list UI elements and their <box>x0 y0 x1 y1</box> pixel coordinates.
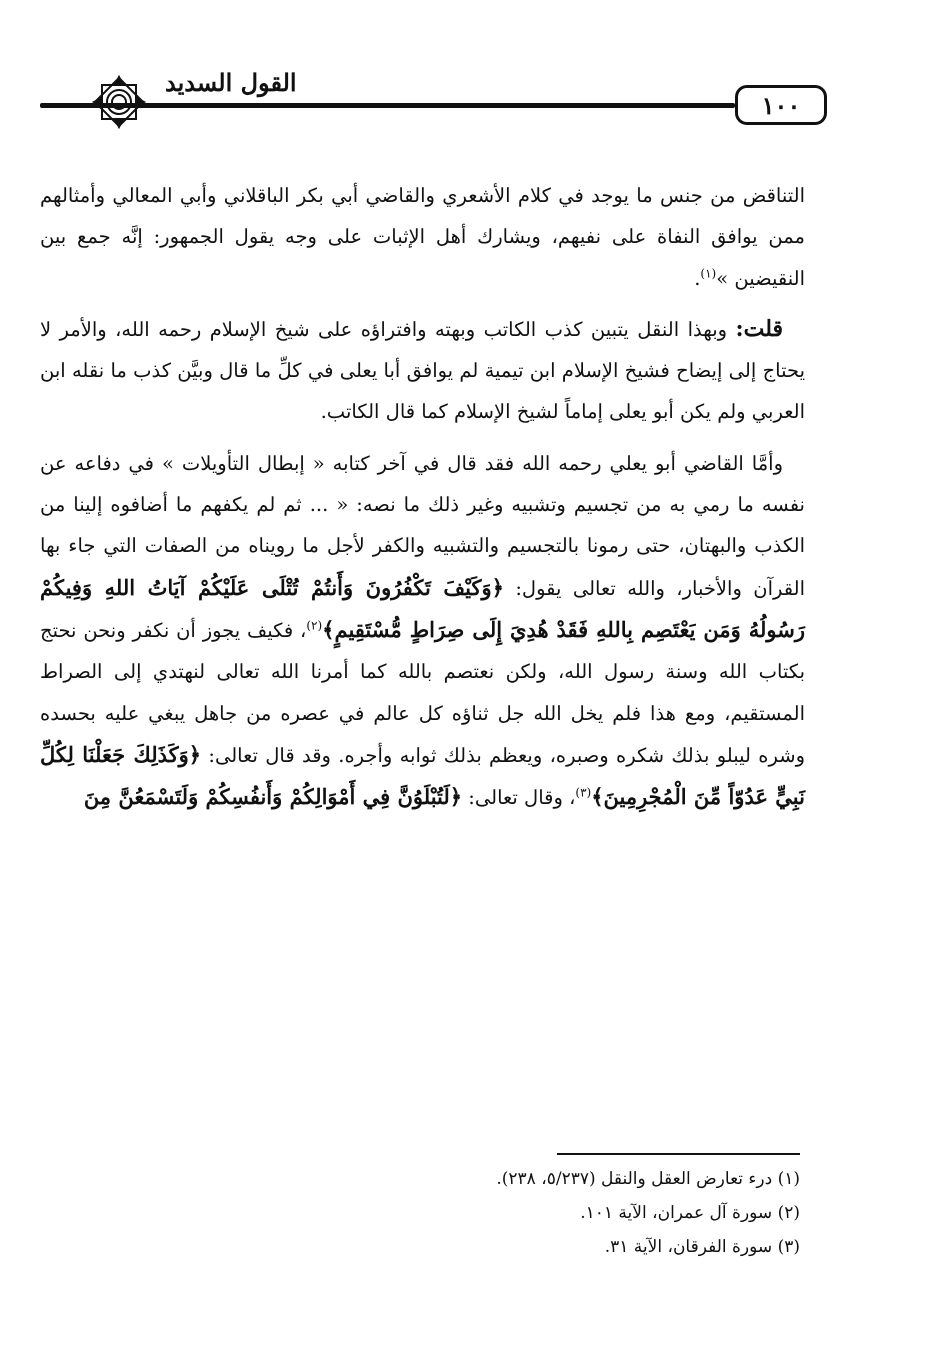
paragraph-3-text-c: ، وقال تعالى: <box>462 786 576 810</box>
page-number: ١٠٠ <box>761 90 801 120</box>
paragraph-1-text: التناقض من جنس ما يوجد في كلام الأشعري والقاضي أبي بكر الباقلاني وأبي المعالي وأمثالهم ممن يوافق النفاة على نفيهم، ويشارك أهل الإثبات على وجه يقول الجمهور: إنَّه جمع بين النقيضين » <box>40 184 805 290</box>
eight-point-star-ornament-icon <box>90 73 148 131</box>
paragraph-3-text-a: وأمَّا القاضي أبو يعلي رحمه الله فقد قال في آخر كتابه « إبطال التأويلات » في دفاعه عن نفسه ما رمي به من تجسيم وتشبيه وغير ذلك ما نصه: « ... ثم لم يكفهم ما أضافوه إلينا من الكذب والبهتان، حتى رمونا بالتجسيم والتشبيه والكفر لأجل ما رويناه من الصفات التي جاء بها القرآن والأخبار، والله تعالى يقول: <box>40 451 805 600</box>
quran-verse-2: ﴿وَكَذَلِكَ جَعَلْنَا لِكُلِّ نَبِيٍّ عَدُوّاً مِّنَ الْمُجْرِمِينَ﴾ <box>40 741 805 810</box>
header-rule <box>40 103 735 108</box>
paragraph-1-end: . <box>694 266 701 290</box>
footnote-ref-3: (٣) <box>575 785 592 800</box>
paragraph-3-text-b: ، فكيف يجوز أن نكفر ونحن نحتج بكتاب الله وسنة رسول الله، ولكن نعتصم بالله كما أمرنا الله تعالى لنهتدي إلى الصراط المستقيم، ومع هذا فلم يخل الله جل ثناؤه كل عالم في عصره من جاهل يبغي عليه بحسده وشره ليبلو بذلك شكره وصبره، ويعظم بذلك ثوابه وأجره. وقد قال تعالى: <box>40 618 805 767</box>
footnotes <box>300 1162 800 1264</box>
paragraph-1 <box>40 175 805 299</box>
footnote-separator <box>557 1153 800 1155</box>
main-text <box>40 175 805 828</box>
footnote-2: (٢) سورة آل عمران، الآية ١٠١. <box>580 1203 800 1223</box>
footnote-3: (٣) سورة الفرقان، الآية ٣١. <box>604 1237 800 1257</box>
quran-verse-1: ﴿وَكَيْفَ تَكْفُرُونَ وَأَنتُمْ تُتْلَى عَلَيْكُمْ آيَاتُ اللهِ وَفِيكُمْ رَسُولُهُ وَمَن يَعْتَصِم بِاللهِ فَقَدْ هُدِيَ إِلَى صِرَاطٍ مُّسْتَقِيمٍ﴾ <box>40 574 805 642</box>
book-title: القول السديد <box>165 68 297 97</box>
page-number-box <box>735 85 827 125</box>
paragraph-2-text: وبهذا النقل يتبين كذب الكاتب وبهته وافتراؤه على شيخ الإسلام رحمه الله، والأمر لا يحتاج إلى إيضاح فشيخ الإسلام ابن تيمية لم يوافق أبا يعلى في كلِّ ما قال وبيَّن كذب ما نقله ابن العربي ولم يكن أبو يعلى إماماً لشيخ الإسلام كما قال الكاتب. <box>40 317 805 424</box>
paragraph-3 <box>40 443 805 819</box>
footnote-1: (١) درء تعارض العقل والنقل (٥/٢٣٧، ٢٣٨). <box>496 1169 800 1189</box>
footnote-ref-2: (٢) <box>306 618 323 633</box>
quran-verse-3: ﴿لَتُبْلَوُنَّ فِي أَمْوَالِكُمْ وَأَنفُسِكُمْ وَلَتَسْمَعُنَّ مِنَ <box>83 784 463 810</box>
qultu-label: قلت: <box>735 315 783 342</box>
paragraph-2 <box>40 309 805 433</box>
page-header <box>40 60 840 140</box>
footnote-ref-1: (١) <box>700 266 717 281</box>
